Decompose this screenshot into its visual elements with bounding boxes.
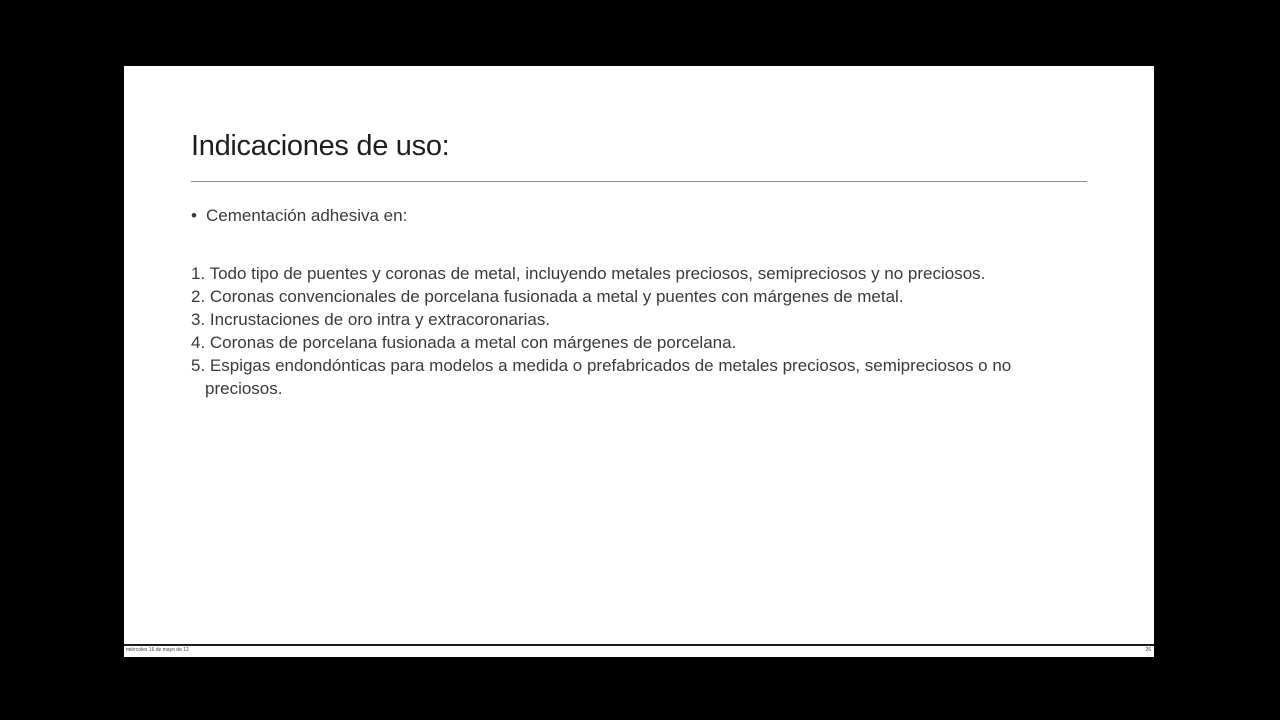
- list-item-1: 1. Todo tipo de puentes y coronas de metal, incluyendo metales preciosos, semipreciosos y no preciosos.: [191, 264, 986, 283]
- list-item-2: 2. Coronas convencionales de porcelana fusionada a metal y puentes con márgenes de metal.: [191, 287, 904, 306]
- footer-date: miércoles 16 de mayo de 12: [126, 647, 189, 653]
- list-item-5: 5. Espigas endondónticas para modelos a medida o prefabricados de metales preciosos, semipreciosos o no preciosos.: [191, 356, 1012, 398]
- slide: [124, 66, 1154, 644]
- bullet-text: Cementación adhesiva en:: [206, 206, 408, 225]
- page-number: 26: [1145, 647, 1151, 653]
- title-divider: [191, 181, 1087, 182]
- list-item-3: 3. Incrustaciones de oro intra y extracoronarias.: [191, 310, 551, 329]
- list-item-4: 4. Coronas de porcelana fusionada a metal con márgenes de porcelana.: [191, 333, 737, 352]
- slide-title: Indicaciones de uso:: [191, 130, 450, 162]
- bullet-item: [191, 206, 407, 226]
- bullet-dot-icon: •: [191, 206, 197, 225]
- slide-footer: [124, 644, 1154, 657]
- numbered-list: [191, 262, 1051, 400]
